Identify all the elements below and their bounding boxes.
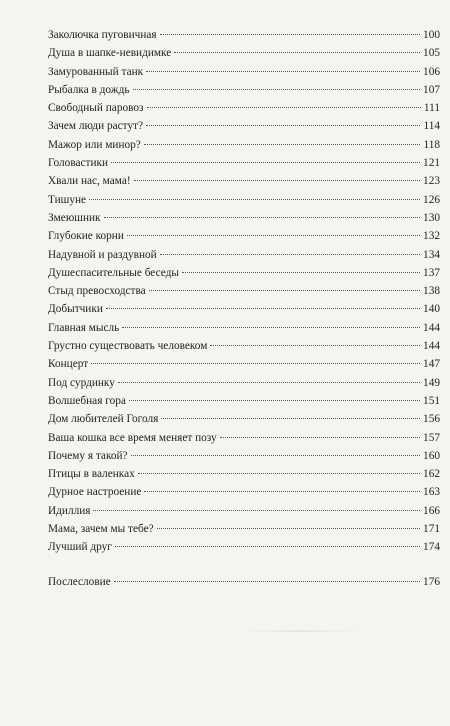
dot-leader bbox=[129, 400, 420, 401]
toc-entry-page: 126 bbox=[423, 193, 440, 206]
toc-entry-title: Стыд превосходства bbox=[48, 285, 146, 298]
dot-leader bbox=[118, 382, 420, 383]
dot-leader bbox=[93, 510, 420, 511]
toc-entry-title: Замурованный танк bbox=[48, 65, 144, 78]
toc-entry-page: 137 bbox=[423, 266, 440, 279]
toc-entry bbox=[48, 429, 440, 447]
toc-entry-page: 163 bbox=[423, 486, 440, 499]
toc-entry-title: Концерт bbox=[48, 358, 89, 371]
toc-entry-title: Послесловие bbox=[48, 575, 111, 588]
toc-entry-title: Почему я такой? bbox=[48, 449, 128, 462]
toc-entry-title: Добытчики bbox=[48, 303, 103, 316]
toc-entry-page: 156 bbox=[423, 413, 440, 426]
toc-entry bbox=[48, 483, 440, 501]
toc-entry bbox=[48, 410, 440, 428]
dot-leader bbox=[182, 272, 420, 273]
toc-entry bbox=[48, 538, 440, 556]
dot-leader bbox=[122, 327, 420, 328]
toc-entry-page: 160 bbox=[423, 449, 440, 462]
toc-entry-title: Мама, зачем мы тебе? bbox=[48, 523, 154, 536]
toc-entry bbox=[48, 520, 440, 538]
dot-leader bbox=[131, 455, 420, 456]
toc-entry-title: Грустно существовать человеком bbox=[48, 340, 208, 353]
dot-leader bbox=[174, 52, 420, 53]
toc-entry-page: 106 bbox=[423, 65, 440, 78]
toc-entry-title: Волшебная гора bbox=[48, 394, 126, 407]
toc-entry bbox=[48, 209, 440, 227]
toc-entry bbox=[48, 337, 440, 355]
toc-entry bbox=[48, 264, 440, 282]
toc-entry-page: 176 bbox=[423, 575, 440, 588]
toc-entry-page: 123 bbox=[423, 175, 440, 188]
toc-entry-title: Заколючка пуговичная bbox=[48, 29, 157, 41]
toc-entry bbox=[48, 319, 440, 337]
toc-entry-page: 174 bbox=[423, 541, 440, 554]
toc-entry bbox=[48, 81, 440, 99]
dot-leader bbox=[144, 491, 420, 492]
toc-entry bbox=[48, 447, 440, 465]
toc-entry-title: Рыбалка в дождь bbox=[48, 83, 130, 96]
dot-leader bbox=[220, 437, 420, 438]
toc-entry bbox=[48, 99, 440, 117]
dot-leader bbox=[138, 473, 420, 474]
toc-entry-title: Зачем люди растут? bbox=[48, 120, 144, 133]
dot-leader bbox=[147, 107, 421, 108]
toc-entry-page: 105 bbox=[423, 47, 440, 60]
dot-leader bbox=[133, 89, 421, 90]
toc-entry bbox=[48, 355, 440, 373]
toc-entry bbox=[48, 172, 440, 190]
toc-entry-title: Надувной и раздувной bbox=[48, 248, 157, 261]
dot-leader bbox=[91, 363, 420, 364]
dot-leader bbox=[115, 546, 420, 547]
toc-entry-title: Свободный паровоз bbox=[48, 102, 144, 115]
dot-leader bbox=[210, 345, 420, 346]
dot-leader bbox=[160, 254, 420, 255]
toc-entry bbox=[48, 392, 440, 410]
toc-entry-page: 144 bbox=[423, 321, 440, 334]
toc-entry-title: Дом любителей Гоголя bbox=[48, 413, 159, 426]
toc-entry-page: 166 bbox=[423, 504, 440, 517]
toc-entry bbox=[48, 227, 440, 245]
toc-entry-title: Глубокие корни bbox=[48, 230, 124, 243]
toc-entry-title: Под сурдинку bbox=[48, 376, 115, 389]
dot-leader bbox=[149, 290, 420, 291]
toc-entry-page: 100 bbox=[423, 29, 440, 41]
toc-entry-title: Мажор или минор? bbox=[48, 138, 141, 151]
toc-entry-page: 134 bbox=[423, 248, 440, 261]
toc-entry-title: Идиллия bbox=[48, 504, 91, 517]
dot-leader bbox=[104, 217, 421, 218]
dot-leader bbox=[146, 125, 420, 126]
toc-entry-title: Душа в шапке-невидимке bbox=[48, 47, 172, 60]
dot-leader bbox=[160, 34, 420, 35]
toc-entry bbox=[48, 136, 440, 154]
toc-entry-page: 151 bbox=[423, 394, 440, 407]
toc-entry-page: 114 bbox=[423, 120, 440, 133]
toc-entry bbox=[48, 374, 440, 392]
toc-entry bbox=[48, 465, 440, 483]
toc-entry-page: 107 bbox=[423, 83, 440, 96]
toc-entry bbox=[48, 282, 440, 300]
toc-entry-title: Главная мысль bbox=[48, 321, 120, 334]
dot-leader bbox=[111, 162, 420, 163]
table-of-contents bbox=[48, 26, 440, 591]
toc-entry-page: 121 bbox=[423, 157, 440, 170]
dot-leader bbox=[89, 199, 420, 200]
dot-leader bbox=[144, 144, 421, 145]
toc-entry-page: 111 bbox=[423, 102, 440, 115]
page-smudge bbox=[240, 630, 360, 632]
dot-leader bbox=[127, 235, 420, 236]
toc-entry-page: 157 bbox=[423, 431, 440, 444]
toc-entry bbox=[48, 246, 440, 264]
toc-entry-title: Ваша кошка все время меняет позу bbox=[48, 431, 217, 444]
toc-entry bbox=[48, 502, 440, 520]
toc-entry bbox=[48, 117, 440, 135]
dot-leader bbox=[161, 418, 420, 419]
dot-leader bbox=[146, 71, 420, 72]
toc-entry-afterword bbox=[48, 573, 440, 591]
toc-entry-page: 140 bbox=[423, 303, 440, 316]
toc-entry-page: 171 bbox=[423, 523, 440, 536]
toc-entry bbox=[48, 300, 440, 318]
toc-entry-title: Птицы в валенках bbox=[48, 468, 135, 481]
toc-entry-title: Змеюшник bbox=[48, 211, 101, 224]
toc-entry-title: Лучший друг bbox=[48, 541, 112, 554]
toc-entry bbox=[48, 154, 440, 172]
dot-leader bbox=[134, 180, 420, 181]
toc-entry bbox=[48, 26, 440, 44]
toc-entry-title: Тишуне bbox=[48, 193, 87, 206]
toc-entry-page: 147 bbox=[423, 358, 440, 371]
toc-entry-title: Душеспасительные беседы bbox=[48, 266, 179, 279]
toc-entry-title: Дурное настроение bbox=[48, 486, 142, 499]
toc-entry-page: 130 bbox=[423, 211, 440, 224]
dot-leader bbox=[114, 581, 420, 582]
dot-leader bbox=[157, 528, 420, 529]
toc-entry bbox=[48, 44, 440, 62]
toc-entry-page: 162 bbox=[423, 468, 440, 481]
toc-entry-title: Головастики bbox=[48, 157, 109, 170]
toc-entry-title: Хвали нас, мама! bbox=[48, 175, 131, 188]
toc-entry bbox=[48, 191, 440, 209]
toc-entry-page: 138 bbox=[423, 285, 440, 298]
toc-entry-page: 144 bbox=[423, 340, 440, 353]
toc-entry-page: 149 bbox=[423, 376, 440, 389]
toc-entry-page: 118 bbox=[423, 138, 440, 151]
toc-entry-page: 132 bbox=[423, 230, 440, 243]
dot-leader bbox=[106, 308, 420, 309]
toc-entry bbox=[48, 63, 440, 81]
